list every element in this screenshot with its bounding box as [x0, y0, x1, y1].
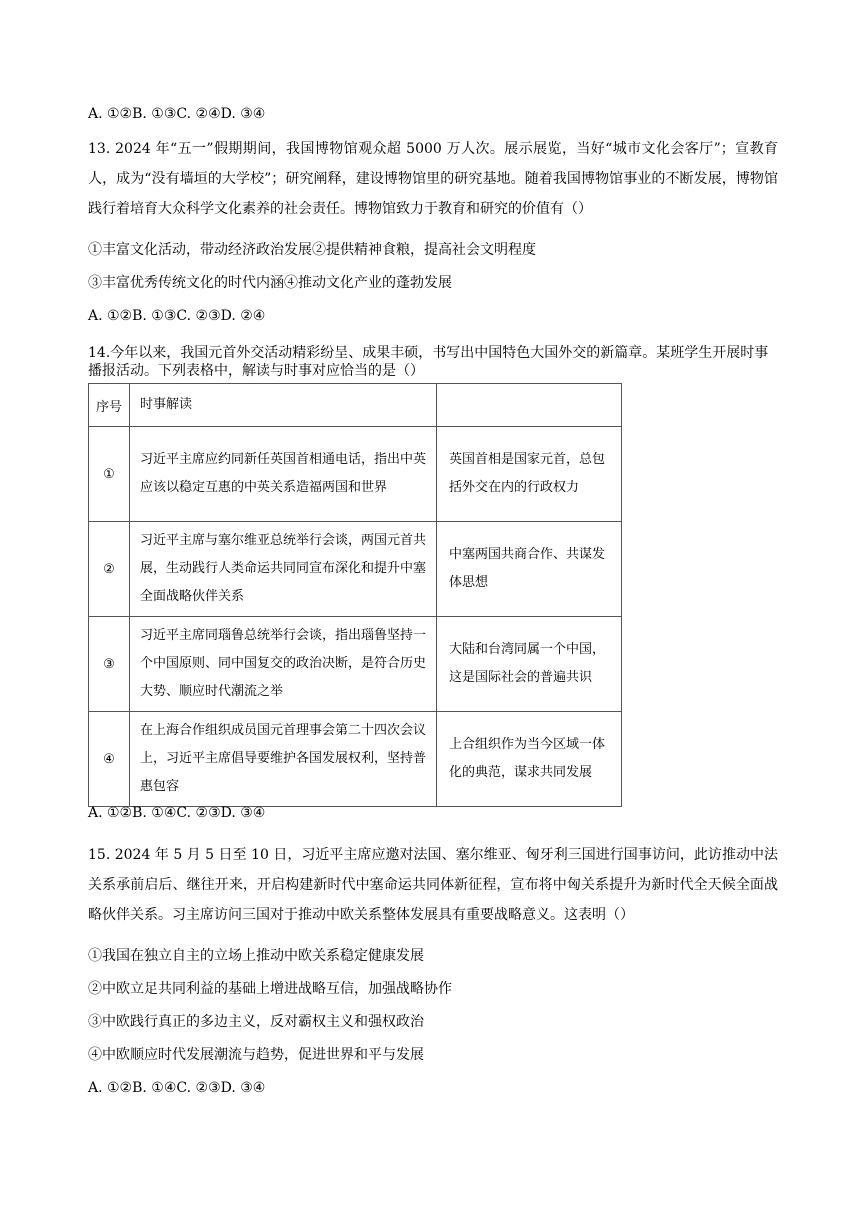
- table-header-row: [89, 384, 622, 427]
- q14-answer-options: A. ①②B. ①④C. ②③D. ③④: [88, 805, 266, 821]
- q15-option-2: ②中欧立足共同利益的基础上增进战略互信，加强战略协作: [88, 981, 452, 997]
- q15-option-3: ③中欧践行真正的多边主义，反对霸权主义和强权政治: [88, 1014, 424, 1030]
- row-current-event: 习近平主席与塞尔维亚总统举行会谈，两国元首共展，生动践行人类命运共同同宣布深化和提升中塞全面战略伙伴关系: [130, 522, 437, 617]
- row-current-event: 习近平主席同瑙鲁总统举行会谈，指出瑙鲁坚持一个中国原则、同中国复交的政治决断，是符合历史大势、顺应时代潮流之举: [130, 617, 437, 712]
- row-num: ①: [89, 427, 130, 522]
- row-interpretation: 中塞两国共商合作、共谋发体思想: [437, 522, 622, 617]
- table-row: [89, 712, 622, 807]
- row-interpretation: 大陆和台湾同属一个中国，这是国际社会的普遍共识: [437, 617, 622, 712]
- row-interpretation: 上合组织作为当今区域一体化的典范，谋求共同发展: [437, 712, 622, 807]
- table-header-exp: 时事解读: [130, 384, 437, 427]
- row-num: ②: [89, 522, 130, 617]
- q13-stem: 13. 2024 年“五一”假期期间，我国博物馆观众超 5000 万人次。展示展览，当好“城市文化会客厅”；宣教育人，成为“没有墙垣的大学校”；研究阐释，建设博物馆里的研究基地。随着我国博物馆事业的不断发展，博物馆践行着培育大众科学文化素养的社会责任。博物馆致力于教育和研究的价值有（）: [88, 141, 778, 217]
- q14-table: [88, 383, 622, 807]
- q13-answer-options: A. ①②B. ①③C. ②③D. ②④: [88, 308, 266, 324]
- q15-answer-options: A. ①②B. ①④C. ②③D. ③④: [88, 1080, 266, 1096]
- q15-stem: 15. 2024 年 5 月 5 日至 10 日，习近平主席应邀对法国、塞尔维亚、匈牙利三国进行国事访问，此访推动中法关系承前启后、继往开来，开启构建新时代中塞命运共同体新征程，宣布将中匈关系提升为新时代全天候全面战略伙伴关系。习主席访问三国对于推动中欧关系整体发展具有重要战略意义。这表明（）: [88, 847, 778, 923]
- q13-option-line-1: ①丰富文化活动，带动经济政治发展②提供精神食粮，提高社会文明程度: [88, 242, 536, 258]
- table-row: [89, 427, 622, 522]
- q15-option-1: ①我国在独立自主的立场上推动中欧关系稳定健康发展: [88, 948, 424, 964]
- table-header-fact: [437, 384, 622, 427]
- q13-option-line-2: ③丰富优秀传统文化的时代内涵④推动文化产业的蓬勃发展: [88, 275, 452, 291]
- row-num: ③: [89, 617, 130, 712]
- row-current-event: 在上海合作组织成员国元首理事会第二十四次会议上，习近平主席倡导要维护各国发展权利，坚持普惠包容: [130, 712, 437, 807]
- table-row: [89, 522, 622, 617]
- row-current-event: 习近平主席应约同新任英国首相通电话，指出中英应该以稳定互惠的中英关系造福两国和世界: [130, 427, 437, 522]
- row-num: ④: [89, 712, 130, 807]
- q14-stem: 14.今年以来，我国元首外交活动精彩纷呈、成果丰硕，书写出中国特色大国外交的新篇章。某班学生开展时事播报活动。下列表格中，解读与时事对应恰当的是（）: [88, 345, 769, 379]
- table-row: [89, 617, 622, 712]
- row-interpretation: 英国首相是国家元首，总包括外交在内的行政权力: [437, 427, 622, 522]
- table-header-num: 序号: [89, 384, 130, 427]
- q15-option-4: ④中欧顺应时代发展潮流与趋势，促进世界和平与发展: [88, 1047, 424, 1063]
- q12-answer-options: A. ①②B. ①③C. ②④D. ③④: [88, 106, 266, 122]
